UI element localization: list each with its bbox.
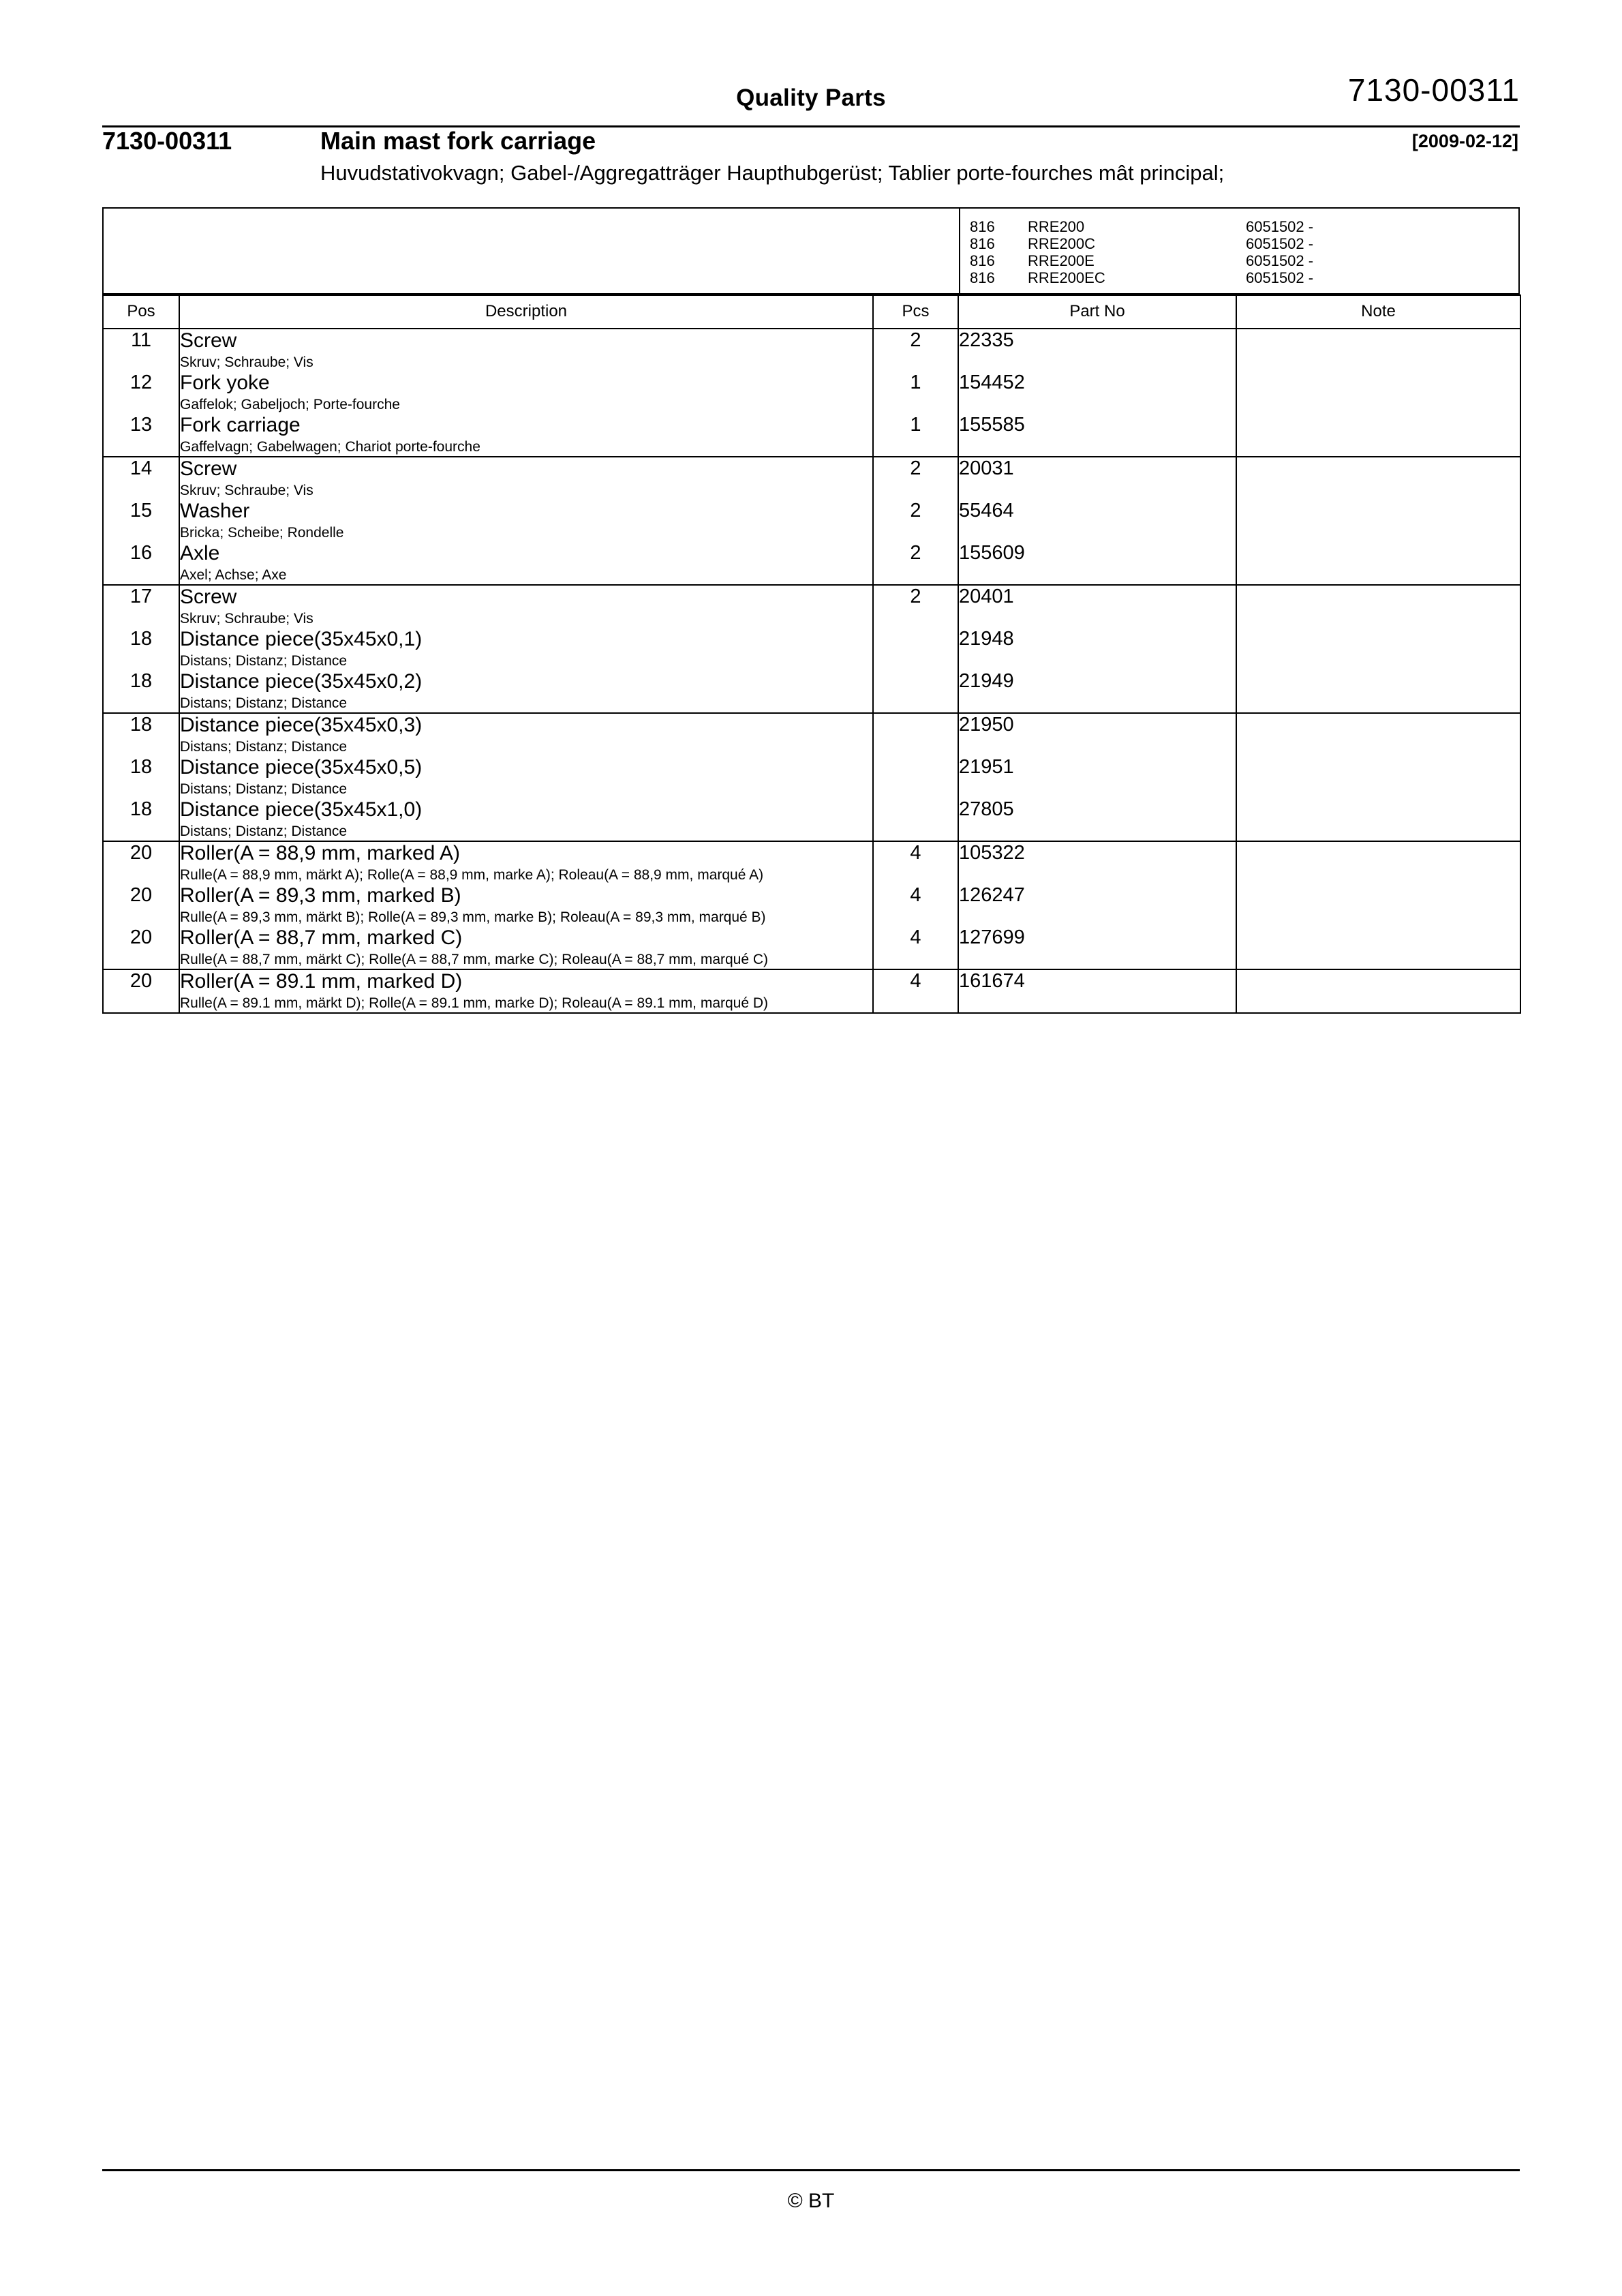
model-name: RRE200EC (1028, 269, 1105, 286)
row-note (1236, 841, 1520, 884)
row-pos: 18 (103, 713, 179, 756)
row-description (179, 713, 873, 756)
row-description-main: Distance piece(35x45x0,3) (180, 714, 423, 736)
parts-table (102, 294, 1521, 1014)
row-part-no: 127699 (958, 926, 1236, 969)
row-description-translations: Skruv; Schraube; Vis (180, 354, 313, 370)
row-description (179, 798, 873, 841)
row-part-no: 55464 (958, 500, 1236, 542)
footer-copyright: © BT (787, 2190, 835, 2212)
row-description-translations: Axel; Achse; Axe (180, 567, 287, 583)
row-description (179, 884, 873, 926)
header-title: Quality Parts (736, 85, 886, 111)
row-note (1236, 926, 1520, 969)
model-table-blank-cell (103, 208, 960, 294)
model-code: 816 (970, 252, 995, 269)
row-pcs: 2 (873, 585, 958, 628)
row-description-translations: Distans; Distanz; Distance (180, 824, 348, 839)
row-note (1236, 500, 1520, 542)
row-pos: 18 (103, 670, 179, 713)
row-pcs (873, 756, 958, 798)
parts-table-body (103, 329, 1520, 1013)
row-part-no: 161674 (958, 969, 1236, 1013)
row-description-main: Distance piece(35x45x0,1) (180, 628, 423, 650)
row-description (179, 969, 873, 1013)
model-name: RRE200C (1028, 235, 1096, 252)
row-pos: 15 (103, 500, 179, 542)
footer-divider (102, 2169, 1520, 2171)
row-note (1236, 713, 1520, 756)
row-part-no: 20401 (958, 585, 1236, 628)
model-code: 816 (970, 218, 995, 235)
column-header-note: Note (1236, 295, 1520, 329)
row-description-main: Distance piece(35x45x0,2) (180, 670, 423, 693)
row-pos: 13 (103, 414, 179, 457)
row-pos: 14 (103, 457, 179, 500)
table-row (103, 414, 1520, 457)
row-description (179, 756, 873, 798)
row-description (179, 542, 873, 585)
model-code: 816 (970, 269, 995, 286)
model-serial: 6051502 - (1246, 269, 1314, 286)
row-note (1236, 457, 1520, 500)
row-part-no: 21951 (958, 756, 1236, 798)
model-list (960, 209, 1518, 293)
row-description (179, 628, 873, 670)
row-pcs: 4 (873, 969, 958, 1013)
table-row (103, 329, 1520, 372)
row-note (1236, 585, 1520, 628)
model-table-list-cell (960, 208, 1519, 294)
row-description-main: Screw (180, 586, 237, 608)
model-code: 816 (970, 235, 995, 252)
table-row (103, 713, 1520, 756)
title-subtitle: Huvudstativokvagn; Gabel-/Aggregatträger Haupthubgerüst; Tablier porte-fourches mât principal; (320, 161, 1225, 185)
row-part-no: 21949 (958, 670, 1236, 713)
title-number: 7130-00311 (102, 127, 232, 155)
row-part-no: 27805 (958, 798, 1236, 841)
table-row (103, 670, 1520, 713)
table-row (103, 628, 1520, 670)
row-description-translations: Rulle(A = 88,7 mm, märkt C); Rolle(A = 88,7 mm, marke C); Roleau(A = 88,7 mm, marqué C) (180, 952, 769, 967)
model-table (102, 207, 1520, 294)
row-pos: 11 (103, 329, 179, 372)
table-row (103, 372, 1520, 414)
row-description-translations: Rulle(A = 89.1 mm, märkt D); Rolle(A = 89.1 mm, marke D); Roleau(A = 89.1 mm, marqué D) (180, 995, 769, 1011)
column-header-pcs: Pcs (873, 295, 958, 329)
row-description-translations: Skruv; Schraube; Vis (180, 483, 313, 498)
parts-table-header-row (103, 295, 1520, 329)
row-pos: 18 (103, 628, 179, 670)
row-description (179, 457, 873, 500)
row-description-main: Roller(A = 88,9 mm, marked A) (180, 842, 460, 864)
table-row (103, 841, 1520, 884)
row-note (1236, 670, 1520, 713)
row-pos: 12 (103, 372, 179, 414)
row-pcs: 4 (873, 841, 958, 884)
table-row (103, 884, 1520, 926)
table-row (103, 926, 1520, 969)
row-description-main: Roller(A = 89.1 mm, marked D) (180, 970, 463, 993)
row-description-main: Distance piece(35x45x0,5) (180, 756, 423, 779)
row-description (179, 585, 873, 628)
row-description-translations: Gaffelok; Gabeljoch; Porte-fourche (180, 397, 400, 412)
title-name: Main mast fork carriage (320, 127, 596, 155)
row-note (1236, 372, 1520, 414)
row-description-main: Roller(A = 89,3 mm, marked B) (180, 884, 461, 907)
row-description-translations: Distans; Distanz; Distance (180, 781, 348, 797)
table-row (103, 756, 1520, 798)
row-description-translations: Distans; Distanz; Distance (180, 653, 348, 669)
model-name: RRE200 (1028, 218, 1085, 235)
row-description (179, 670, 873, 713)
model-name: RRE200E (1028, 252, 1095, 269)
row-note (1236, 798, 1520, 841)
row-pcs: 1 (873, 414, 958, 457)
row-description-translations: Rulle(A = 89,3 mm, märkt B); Rolle(A = 89,3 mm, marke B); Roleau(A = 89,3 mm, marqué B) (180, 909, 766, 925)
title-date: [2009-02-12] (1411, 131, 1518, 151)
row-description-translations: Rulle(A = 88,9 mm, märkt A); Rolle(A = 88,9 mm, marke A); Roleau(A = 88,9 mm, marqué A) (180, 867, 764, 883)
row-note (1236, 884, 1520, 926)
row-description-translations: Distans; Distanz; Distance (180, 739, 348, 755)
row-description-main: Fork yoke (180, 372, 270, 394)
row-note (1236, 969, 1520, 1013)
model-serial: 6051502 - (1246, 235, 1314, 252)
row-description (179, 500, 873, 542)
row-pcs: 1 (873, 372, 958, 414)
row-note (1236, 414, 1520, 457)
row-description-main: Axle (180, 542, 220, 564)
row-part-no: 22335 (958, 329, 1236, 372)
row-pcs: 2 (873, 542, 958, 585)
row-note (1236, 329, 1520, 372)
row-pcs: 2 (873, 329, 958, 372)
column-header-pos: Pos (103, 295, 179, 329)
row-description-main: Screw (180, 457, 237, 480)
row-pcs: 2 (873, 457, 958, 500)
row-pos: 20 (103, 884, 179, 926)
model-row (970, 269, 1518, 286)
row-pcs: 4 (873, 926, 958, 969)
model-serial: 6051502 - (1246, 218, 1314, 235)
row-pos: 20 (103, 969, 179, 1013)
row-part-no: 154452 (958, 372, 1236, 414)
row-description-translations: Gaffelvagn; Gabelwagen; Chariot porte-fourche (180, 439, 480, 455)
row-pcs (873, 798, 958, 841)
row-description-main: Roller(A = 88,7 mm, marked C) (180, 926, 463, 949)
table-row (103, 798, 1520, 841)
row-note (1236, 756, 1520, 798)
row-part-no: 105322 (958, 841, 1236, 884)
model-row (970, 235, 1518, 252)
model-row (970, 252, 1518, 269)
header-doc-number: 7130-00311 (1347, 72, 1520, 108)
page-header (102, 0, 1520, 111)
row-pcs (873, 713, 958, 756)
row-pcs: 2 (873, 500, 958, 542)
table-row (103, 500, 1520, 542)
row-pcs: 4 (873, 884, 958, 926)
model-serial: 6051502 - (1246, 252, 1314, 269)
row-note (1236, 628, 1520, 670)
row-pos: 18 (103, 756, 179, 798)
row-description (179, 414, 873, 457)
row-description-main: Screw (180, 329, 237, 352)
row-note (1236, 542, 1520, 585)
row-pos: 20 (103, 926, 179, 969)
row-pos: 18 (103, 798, 179, 841)
model-row (970, 218, 1518, 235)
row-description-main: Distance piece(35x45x1,0) (180, 798, 423, 821)
row-part-no: 21950 (958, 713, 1236, 756)
table-row (103, 457, 1520, 500)
title-block (102, 127, 1520, 207)
table-row (103, 585, 1520, 628)
row-description (179, 372, 873, 414)
row-part-no: 155609 (958, 542, 1236, 585)
row-description-translations: Skruv; Schraube; Vis (180, 611, 313, 626)
row-pos: 17 (103, 585, 179, 628)
table-row (103, 969, 1520, 1013)
row-description-main: Washer (180, 500, 250, 522)
row-description (179, 329, 873, 372)
row-part-no: 155585 (958, 414, 1236, 457)
row-part-no: 20031 (958, 457, 1236, 500)
row-pos: 16 (103, 542, 179, 585)
row-part-no: 21948 (958, 628, 1236, 670)
row-description-translations: Distans; Distanz; Distance (180, 695, 348, 711)
row-description-translations: Bricka; Scheibe; Rondelle (180, 525, 344, 541)
row-description-main: Fork carriage (180, 414, 301, 436)
column-header-part-no: Part No (958, 295, 1236, 329)
table-row (103, 542, 1520, 585)
row-description (179, 926, 873, 969)
row-description (179, 841, 873, 884)
row-pos: 20 (103, 841, 179, 884)
column-header-description: Description (179, 295, 873, 329)
row-pcs (873, 628, 958, 670)
row-part-no: 126247 (958, 884, 1236, 926)
row-pcs (873, 670, 958, 713)
